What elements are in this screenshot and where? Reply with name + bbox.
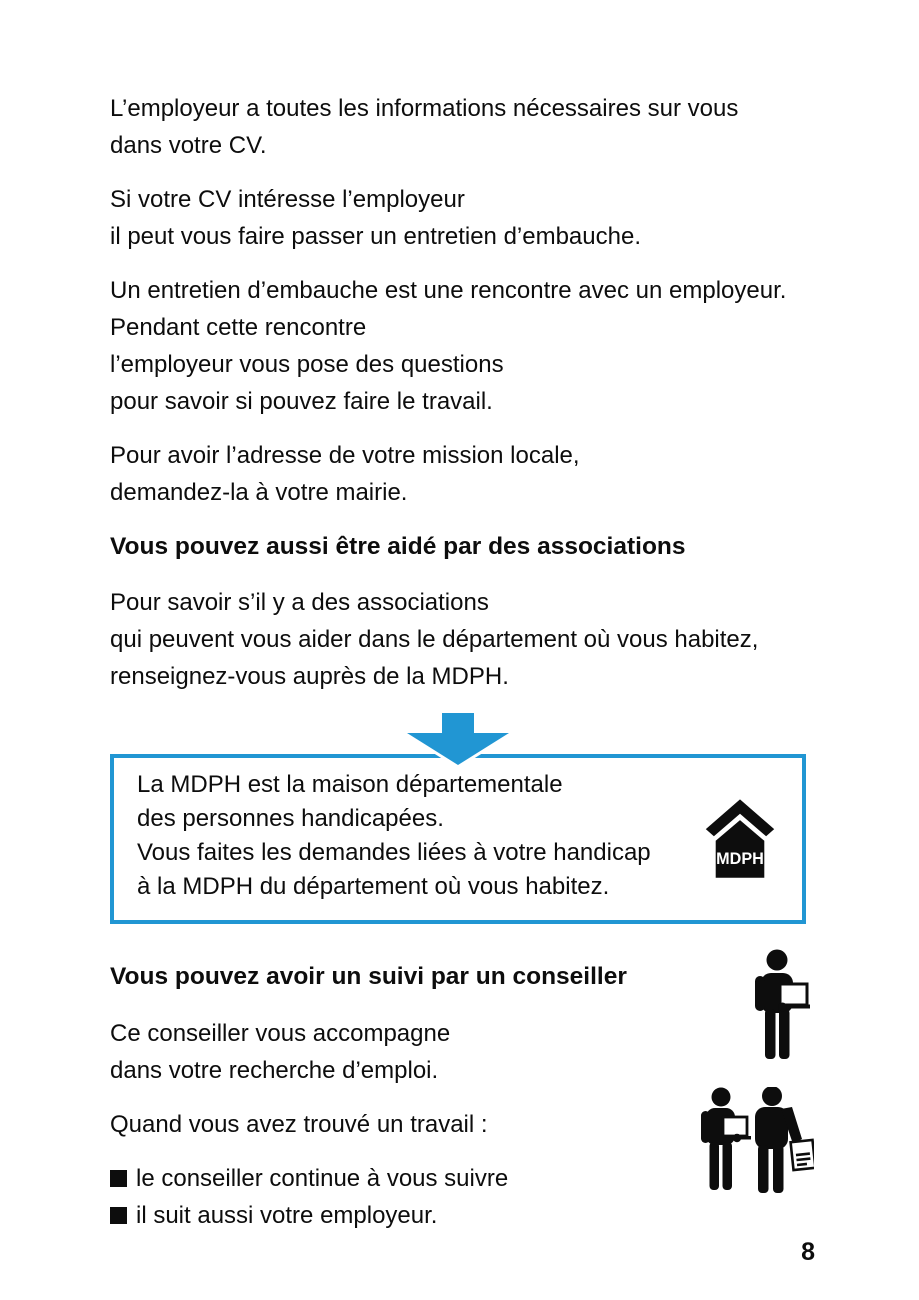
paragraph-associations — [110, 584, 806, 695]
text-line: Pour savoir s’il y a des associations — [110, 589, 489, 616]
text-line: il peut vous faire passer un entretien d’embauche. — [110, 223, 641, 250]
mdph-callout-box — [110, 754, 806, 924]
bullet-square-icon — [110, 1207, 127, 1224]
text-line: La MDPH est la maison départementale — [137, 771, 563, 798]
page-number: 8 — [801, 1238, 815, 1266]
text-line: L’employeur a toutes les informations nécessaires sur vous — [110, 95, 739, 122]
text-line: Vous faites les demandes liées à votre handicap — [137, 839, 651, 866]
down-arrow-icon — [406, 712, 510, 766]
text-line: renseignez-vous auprès de la MDPH. — [110, 663, 509, 690]
heading-conseiller: Vous pouvez avoir un suivi par un conseiller — [110, 963, 627, 990]
text-line: dans votre CV. — [110, 132, 267, 159]
text-line: demandez-la à votre mairie. — [110, 479, 408, 506]
text-line: Pendant cette rencontre — [110, 314, 367, 341]
text-line: qui peuvent vous aider dans le département où vous habitez, — [110, 626, 759, 653]
down-arrow-pointer — [110, 712, 806, 766]
text-line: l’employeur vous pose des questions — [110, 351, 504, 378]
list-item — [110, 1197, 806, 1234]
text-line: Pour avoir l’adresse de votre mission locale, — [110, 442, 580, 469]
paragraph-conseiller — [110, 1015, 806, 1089]
bullet-text: il suit aussi votre employeur. — [136, 1202, 438, 1229]
bullet-square-icon — [110, 1170, 127, 1187]
text-line: Quand vous avez trouvé un travail : — [110, 1111, 488, 1138]
paragraph-cv-interesse — [110, 181, 806, 255]
text-line: à la MDPH du département où vous habitez. — [137, 873, 610, 900]
paragraph-mission-locale — [110, 437, 806, 511]
text-line: Si votre CV intéresse l’employeur — [110, 186, 465, 213]
text-line: Un entretien d’embauche est une rencontre avec un employeur. — [110, 277, 787, 304]
text-line: dans votre recherche d’emploi. — [110, 1057, 439, 1084]
heading-associations: Vous pouvez aussi être aidé par des associations — [110, 533, 686, 560]
paragraph-cv-info — [110, 90, 806, 164]
svg-text:MDPH: MDPH — [716, 850, 764, 869]
text-line: pour savoir si pouvez faire le travail. — [110, 388, 493, 415]
mdph-house-icon — [704, 799, 776, 884]
advisor-with-laptop-icon — [750, 949, 812, 1068]
paragraph-entretien — [110, 272, 806, 420]
bullet-text: le conseiller continue à vous suivre — [136, 1165, 509, 1192]
text-line: Ce conseiller vous accompagne — [110, 1020, 451, 1047]
text-line: des personnes handicapées. — [137, 805, 444, 832]
advisor-and-employer-icon — [696, 1087, 814, 1200]
